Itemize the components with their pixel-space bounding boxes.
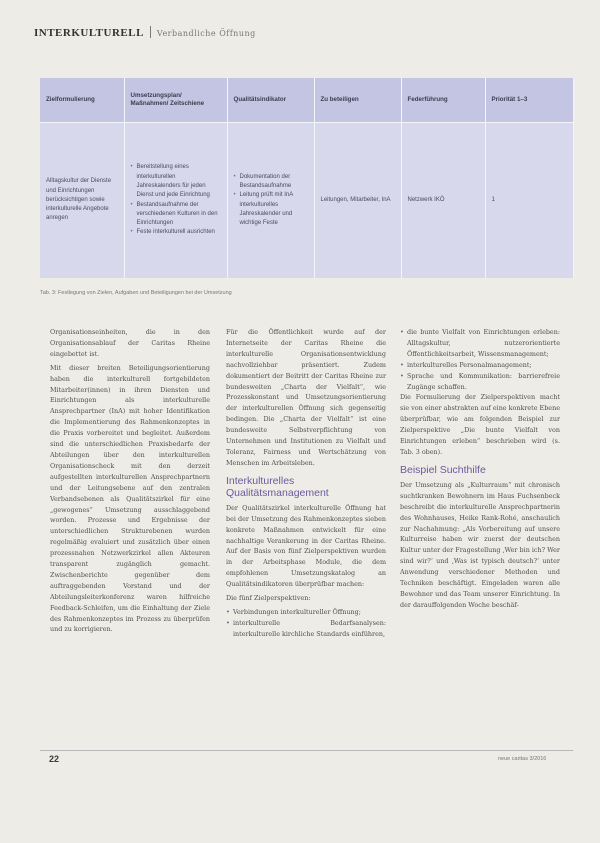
paragraph: Organisationseinheiten, die in den Organisationsablauf der Caritas Rheine eingebettet ist. bbox=[50, 328, 210, 358]
list-item: • die bunte Vielfalt von Einrichtungen erleben: Alltagskultur, nutzerorientierte Öffentlichkeitsarbeit, Wissensmanagement; bbox=[400, 327, 560, 360]
table-cell-federfuehrung: Netzwerk IKÖ bbox=[401, 123, 485, 279]
table-cell-prioritaet: 1 bbox=[485, 123, 573, 279]
paragraph: Für die Öffentlichkeit wurde auf der Internetseite der Caritas Rheine die interkulturelle Organisationsentwicklung nachvollziehbar präsentiert. Zudem dokumentiert der Beitritt der Caritas Rheine zur bundesweiten „Charta der Vielfalt“, wie Prozesskonstant und Umsetzungsorientierung der interkulturellen Öffnung sich gegenseitig bedingen. Die „Charta der Vielfalt“ ist eine bundesweite Selbstverpflichtung von Unternehmen und Institutionen zu Vielfalt und Toleranz, Fairness und Wertschätzung von Menschen im Arbeitsleben. bbox=[226, 328, 386, 467]
table-header-cell: Zu beteiligen bbox=[314, 78, 401, 123]
list-item: • Leitung prüft mit InA interkulturelles Jahreskalender und wichtige Feste bbox=[234, 191, 308, 228]
goals-table bbox=[40, 78, 573, 278]
table-header-cell: Qualitätsindikator bbox=[227, 78, 314, 123]
table-cell-ziel: Alltagskultur der Dienste und Einrichtungen berücksichtigen sowie interkulturelle Angebote anregen bbox=[40, 123, 124, 279]
section-title: INTERKULTURELL bbox=[34, 27, 144, 39]
section-heading: Interkulturelles Qualitätsmanagement bbox=[226, 474, 329, 499]
paragraph: Der Qualitätszirkel interkulturelle Öffnung hat bei der Umsetzung des Rahmenkonzeptes sieben konkrete Maßnahmen entwickelt für eine nachhaltige Verankerung in der Caritas Rheine. Auf der Basis von fünf Zielperspektiven wurden in der Arbeitsphase Module, die dem empfohlenen Umsetzungskatalog an Qualitätsindikatoren überprüfbar machen: bbox=[226, 503, 386, 589]
section-heading: Beispiel Suchthilfe bbox=[400, 463, 486, 476]
table-row bbox=[40, 123, 573, 279]
list-item: • Bestandsaufnahme der verschiedenen Kulturen in den Einrichtungen bbox=[131, 201, 221, 229]
text-column-1 bbox=[50, 327, 210, 638]
footer-divider bbox=[40, 750, 573, 751]
list-item: • Bereitstellung eines interkulturellen Jahreskalenders für jeden Dienst und jede Einrichtung bbox=[131, 163, 221, 200]
list-item: • Sprache und Kommunikation: barrierefreie Zugänge schaffen. bbox=[400, 371, 560, 393]
paragraph: Die Formulierung der Zielperspektiven macht sie von einer abstrakten auf eine konkrete Ebene überprüfbar, wie am folgenden Beispiel zur Zielperspektive „Die bunte Vielfalt von Einrichtungen erleben“ beschrieben wird (s. Tab. 3 oben). bbox=[400, 393, 560, 456]
table-cell-indikator bbox=[227, 123, 314, 279]
list-item: • Feste interkulturell ausrichten bbox=[131, 228, 221, 237]
section-subtitle: Verbandliche Öffnung bbox=[156, 29, 256, 38]
header-divider bbox=[150, 26, 151, 38]
text-column-3 bbox=[400, 327, 560, 614]
page-header bbox=[34, 26, 256, 44]
table-cell-beteiligen: Leitungen, Mitarbeiter, InA bbox=[314, 123, 401, 279]
page-number: 22 bbox=[49, 754, 60, 764]
text-column-2 bbox=[226, 327, 386, 640]
table-header-cell: Federführung bbox=[401, 78, 485, 123]
table-header-cell: Priorität 1–3 bbox=[485, 78, 573, 123]
table-header-cell: Umsetzungsplan/ Maßnahmen/ Zeitschiene bbox=[124, 78, 227, 123]
paragraph: Die fünf Zielperspektiven: bbox=[226, 594, 311, 603]
table-cell-massnahmen bbox=[124, 123, 227, 279]
paragraph: Der Umsetzung als „Kulturraum“ mit chronisch suchtkranken Bewohnern im Haus Fuchsenbeck beschreibt die interkulturelle Ansprechpartnerin des Wohnhauses, Heike Rank-Rohé, anschaulich zur Nachahmung: „Als Vorbereitung auf unsere Kulturreise haben wir zuerst der deutschen Kultur unter der Fragestellung ‚Wer bin ich? Wer sind wir?‘ und ‚Was ist typisch deutsch?‘ unter Anwendung verschiedener Methoden und Techniken beschäftigt. Eingeladen waren alle Bewohner und das Team unserer Einrichtung. In der darauffolgenden Woche beschäf- bbox=[400, 480, 560, 609]
list-item: • Dokumentation der Bestandsaufnahme bbox=[234, 173, 308, 192]
list-item: • interkulturelle Bedarfsanalysen: interkulturelle kirchliche Standards einführen, bbox=[226, 618, 386, 640]
list-item: • Verbindungen interkultureller Öffnung; bbox=[226, 607, 386, 618]
publication-info: neue caritas 3/2016 bbox=[498, 756, 547, 762]
table-header-row bbox=[40, 78, 573, 123]
list-item: • interkulturelles Personalmanagement; bbox=[400, 360, 560, 371]
table-caption: Tab. 3: Festlegung von Zielen, Aufgaben und Beteiligungen bei der Umsetzung bbox=[40, 290, 232, 296]
table-header-cell: Zielformulierung bbox=[40, 78, 124, 123]
paragraph: Mit dieser breiten Beteiligungsorientierung haben die interkulturell fortgebildeten Mitarbeiter(innen) in ihren Diensten und Einrichtungen als interkulturelle Ansprechpartner (InA) mit hoher Identifikation die Implementierung des Rahmenkonzeptes in die Praxis vorbereitet und begleitet. Außerdem sind die unterschiedlichen Praxisbedarfe der Abteilungen über den interkulturellen Organisationscheck mit den derzeit aufgestellten interkulturellen Ansprechpartnern und der Leitungsebene auf den zentralen Verbandsebenen als Qualitätszirkel für eine „gewogenes“ Umsetzung ausschlaggebend worden. Prozesse und Ergebnisse der unterschiedlichen Strukturebenen wurden regelmäßig evaluiert und zusätzlich über einen prozessnahen Netzwerkzirkel allen Akteuren transparent zugänglich gemacht. Zwischenberichte gegenüber dem auftraggebenden Vorstand und der Abteilungsleiterkonferenz waren hilfreiche Feedback-Schleifen, um die Einhaltung der Ziele des Rahmenkonzeptes im Prozess zu überprüfen und zu korrigieren. bbox=[50, 363, 210, 634]
